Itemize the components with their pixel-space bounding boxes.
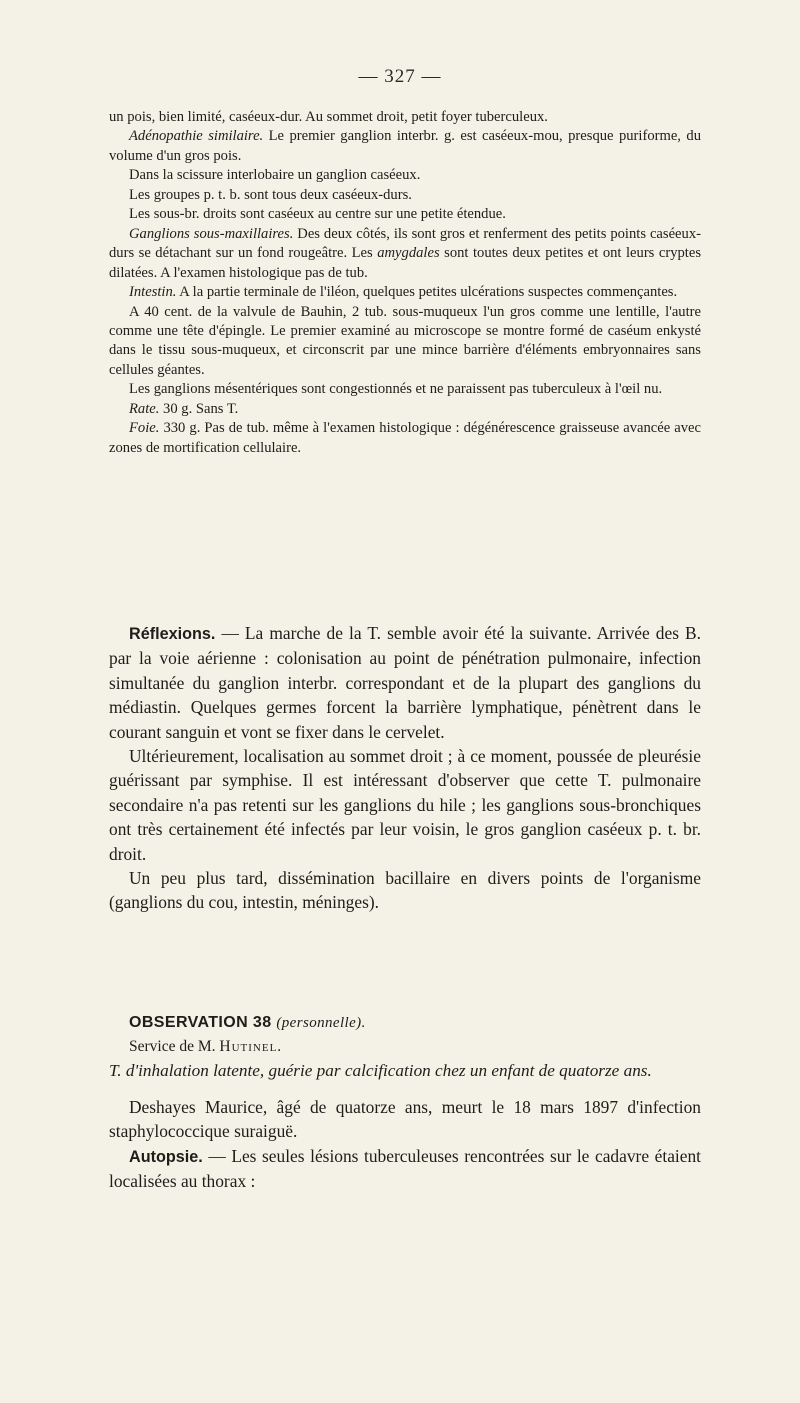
section-label: Rate. [129,400,160,417]
paragraph [109,166,701,185]
paragraph-text: Un peu plus tard, dissémination bacillaire en divers points de l'organisme (ganglions du cou, intestin, méninges). [109,868,701,913]
reflexions-section [109,621,701,915]
paragraph-text: Deshayes Maurice, âgé de quatorze ans, meurt le 18 mars 1897 d'infection staphylococcique suraiguë. [109,1097,701,1142]
page-number: — 327 — [358,66,442,87]
paragraph-text: A 40 cent. de la valvule de Bauhin, 2 tub. sous-muqueux l'un gros comme une lentille, l'autre comme une tête d'épingle. Le premier examiné au microscope se montre formé de caséum enkysté dans le tissu sous-muqueux, et circonscrit par une mince barrière d'éléments embryonnaires sans cellules géantes. [109,303,701,378]
observation-title-text: OBSERVATION 38 [129,1014,272,1031]
service-line [109,1035,701,1059]
paragraph-text: A la partie terminale de l'iléon, quelques petites ulcérations suspectes commençantes. [176,284,678,301]
paragraph [109,205,701,224]
paragraph-text: sont toutes deux petites et ont leurs cryptes dilatées. A l'examen histologique pas de tub. [109,245,701,281]
paragraph-text: Les sous-br. droits sont caséeux au centre sur une petite étendue. [129,206,506,223]
paragraph-text: — Les seules lésions tuberculeuses rencontrées sur le cadavre étaient localisées au thorax : [109,1145,701,1192]
paragraph [109,1095,701,1144]
section-label: Autopsie. [129,1147,203,1166]
paragraph [109,419,701,458]
paragraph [109,303,701,381]
paragraph-text: Les groupes p. t. b. sont tous deux caséeux-durs. [129,186,412,203]
paragraph [109,225,701,283]
section-label: Adénopathie similaire. [129,128,264,145]
paragraph [109,1144,701,1194]
paragraph [109,283,701,302]
paragraph [109,744,701,866]
paragraph-text: Dans la scissure interlobaire un ganglion caséeux. [129,167,421,184]
paragraph-text: un pois, bien limité, caséeux-dur. Au sommet droit, petit foyer tuberculeux. [109,109,548,125]
observation-section [109,1011,701,1194]
service-name: Hutinel. [219,1038,283,1055]
autopsy-findings [109,108,701,458]
observation-note: (personnelle). [276,1015,366,1031]
case-body [109,1095,701,1194]
paragraph [109,127,701,166]
paragraph [109,400,701,419]
paragraph [109,186,701,205]
paragraph-text: Ultérieurement, localisation au sommet droit ; à ce moment, poussée de pleurésie guérissant par symphise. Il est intéressant d'observer que cette T. pulmonaire secondaire n'a pas retenti sur les ganglions du hile ; les ganglions sous-bronchiques ont très certainement été infectés par leur voisin, le gros ganglion caséeux p. t. br. droit. [109,746,701,864]
section-label: Ganglions sous-maxillaires. [129,225,294,242]
section-label: Foie. [129,420,160,437]
case-title: T. d'inhalation latente, guérie par calcification chez un enfant de quatorze ans. [109,1061,652,1080]
paragraph-text: — La marche de la T. semble avoir été la suivante. Arrivée des B. par la voie aérienne : colonisation au point de pénétration pulmonaire, infection simultanée du ganglion interbr. correspondant et de la plupart des ganglions du médiastin. Quelques germes forcent la barrière lymphatique, pénètrent dans le courant sanguin et vont se fixer dans le cervelet. [109,623,701,742]
service-prefix: Service de M. [129,1038,220,1055]
paragraph-text: Le premier ganglion interbr. g. est caséeux-mou, presque puriforme, du volume d'un gros pois. [109,128,701,164]
paragraph [109,621,701,744]
paragraph [109,866,701,915]
paragraph [109,380,701,399]
section-label: Réflexions. [129,625,216,643]
paragraph-text: Les ganglions mésentériques sont congestionnés et ne paraissent pas tuberculeux à l'œil nu. [129,381,663,398]
paragraph-text: 330 g. Pas de tub. même à l'examen histologique : dégénérescence graisseuse avancée avec zones de mortification cellulaire. [109,420,701,456]
paragraph-text: Des deux côtés, ils sont gros et renferment des petits points caséeux-durs se détachant sur un fond rougeâtre. Les [109,225,701,262]
observation-title [109,1011,701,1035]
section-label: Intestin. [129,284,177,301]
italic-term: amygdales [377,245,440,262]
paragraph [109,108,701,127]
paragraph-text: 30 g. Sans T. [159,400,239,417]
